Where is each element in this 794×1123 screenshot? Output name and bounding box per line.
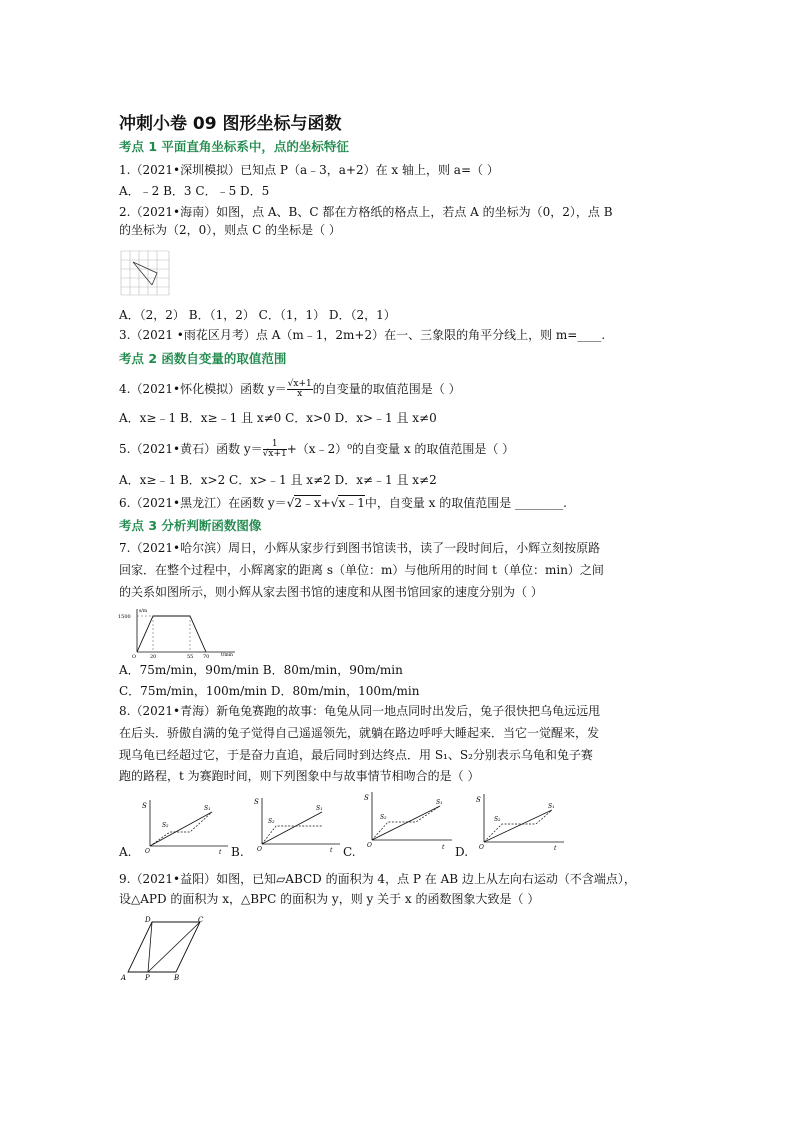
triangle-edge <box>133 262 152 285</box>
grid-lines <box>121 251 169 295</box>
tick-1500: 1500 <box>118 614 131 620</box>
section-heading-3: 考点 3 分析判断函数图像 <box>119 518 262 533</box>
point-d-label: D <box>145 916 151 924</box>
q7-distance-time-graph <box>117 606 239 660</box>
o-label: O <box>479 844 484 851</box>
t-label: t <box>442 844 445 851</box>
q5-suffix: +（x﹣2）⁰的自变量 x 的取值范围是（ ） <box>286 442 515 456</box>
s-label: S <box>476 796 481 804</box>
q2-options: A．（2，2） B．（1，2） C．（1，1） D．（2，1） <box>119 308 396 322</box>
s1-label: S₁ <box>436 799 443 806</box>
q9-line2: 设△APD 的面积为 x，△BPC 的面积为 y，则 y 关于 x 的函数图象大致是（ ） <box>119 892 540 906</box>
q5-fraction <box>263 440 287 459</box>
q7-line1: 7.（2021•哈尔滨）周日，小辉从家步行到图书馆读书，读了一段时间后，小辉立刻按原路 <box>119 541 601 555</box>
distance-line <box>137 616 206 652</box>
o-label: O <box>367 842 372 849</box>
point-c-label: C <box>198 916 204 924</box>
o-label: O <box>257 846 262 853</box>
q6-radicand-2: x﹣1 <box>338 496 365 510</box>
q6-radicand-1: 2﹣x <box>294 496 321 510</box>
t-label: t <box>330 847 333 854</box>
q1-options: A．﹣2 B．3 C．﹣5 D．5 <box>119 184 270 198</box>
q8-option-a-label: A. <box>119 845 132 859</box>
q7-options-line2: C．75m/min，100m/min D．80m/min，100m/min <box>119 684 420 698</box>
s2-label: S₂ <box>268 818 275 825</box>
point-p-label: P <box>145 974 150 982</box>
x-axis-label: t/min <box>221 653 233 658</box>
q5-stem <box>119 440 514 459</box>
q2-stem-line2: 的坐标为（2，0），则点 C 的坐标是（ ） <box>119 223 341 237</box>
q8-line4: 跑的路程，t 为赛跑时间，则下列图象中与故事情节相吻合的是（ ） <box>119 769 480 783</box>
s1-label: S₁ <box>548 803 555 810</box>
q4-suffix: 的自变量的取值范围是（ ） <box>312 382 461 396</box>
parallelogram <box>128 922 200 972</box>
s2-label: S₂ <box>494 816 501 823</box>
q6-stem: 6.（2021•黑龙江）在函数 y＝√2﹣x+√x﹣1中，自变量 x 的取值范围是 ________. <box>119 496 567 510</box>
q7-options-line1: A．75m/min，90m/min B．80m/min，90m/min <box>119 663 403 677</box>
q2-stem-line1: 2.（2021•海南）如图，点 A、B、C 都在方格纸的格点上，若点 A 的坐标为（0，2），点 B <box>119 205 613 219</box>
s1-line <box>262 812 322 844</box>
s2-line <box>262 826 322 844</box>
q4-numerator: √x+1 <box>287 379 312 389</box>
s1-label: S₁ <box>316 805 323 812</box>
q7-line2: 回家．在整个过程中，小辉离家的距离 s（单位：m）与他所用的时间 t（单位：min）之间 <box>119 563 604 577</box>
tick-20: 20 <box>150 654 157 660</box>
origin-label: O <box>132 654 137 660</box>
s-label: S <box>364 794 369 802</box>
q8-option-d-label: D. <box>455 845 469 859</box>
q5-denominator: √x+1 <box>262 449 287 459</box>
y-axis-label: s/m <box>139 609 148 614</box>
o-label: O <box>145 848 150 855</box>
segment-pc <box>148 922 200 972</box>
q5-options: A．x≥﹣1 B．x>2 C．x>﹣1 且 x≠2 D．x≠﹣1 且 x≠2 <box>119 473 437 487</box>
q4-denominator: x <box>297 389 303 399</box>
s2-label: S₂ <box>380 814 387 821</box>
q8-graph-c <box>364 788 456 852</box>
q6-suffix: 中，自变量 x 的取值范围是 ________. <box>364 496 567 510</box>
triangle-lines <box>133 262 157 285</box>
q8-option-c-label: C. <box>343 845 356 859</box>
s1-line <box>372 806 440 840</box>
q8-option-b-label: B. <box>231 845 244 859</box>
s1-line <box>150 812 212 846</box>
q3-stem: 3.（2021 •雨花区月考）点 A（m﹣1，2m+2）在一、三象限的角平分线上，则 m=____. <box>119 328 606 342</box>
t-label: t <box>554 845 557 852</box>
q8-graph-d <box>476 790 568 852</box>
q6-prefix: 6.（2021•黑龙江）在函数 y＝ <box>119 496 287 510</box>
q1-stem: 1.（2021•深圳模拟）已知点 P（a﹣3，a+2）在 x 轴上，则 a=（ ） <box>119 163 499 177</box>
q9-line1: 9.（2021•益阳）如图，已知▱ABCD 的面积为 4，点 P 在 AB 边上从左向右运动（不含端点）， <box>119 872 636 886</box>
s-label: S <box>254 798 259 806</box>
q5-numerator: 1 <box>263 440 287 450</box>
q9-parallelogram-figure <box>118 914 204 984</box>
q4-stem <box>119 380 461 399</box>
q8-line2: 在后头．骄傲自满的兔子觉得自己遥遥领先，就躺在路边呼呼大睡起来．当它一觉醒来，发 <box>119 726 600 740</box>
q8-graph-a <box>142 796 232 856</box>
section-heading-1: 考点 1 平面直角坐标系中，点的坐标特征 <box>119 139 349 154</box>
q7-line3: 的关系如图所示，则小辉从家去图书馆的速度和从图书馆回家的速度分别为（ ） <box>119 585 543 599</box>
tick-70: 70 <box>203 654 210 660</box>
q5-prefix: 5.（2021•黄石）函数 y＝ <box>119 442 263 456</box>
q4-fraction <box>287 380 313 399</box>
q4-prefix: 4.（2021•怀化模拟）函数 y＝ <box>119 382 287 396</box>
point-a-label: A <box>121 974 127 982</box>
s1-line <box>484 810 552 842</box>
q8-graph-b <box>254 792 344 854</box>
q6-plus: + <box>320 496 331 510</box>
q8-line3: 现乌龟已经超过它，于是奋力直追，最后同时到达终点．用 S₁、S₂分别表示乌龟和兔子赛 <box>119 748 593 762</box>
s-label: S <box>142 802 147 810</box>
section-heading-2: 考点 2 函数自变量的取值范围 <box>119 351 287 366</box>
t-label: t <box>219 849 222 856</box>
q4-options: A．x≥﹣1 B．x≥﹣1 且 x≠0 C．x>0 D．x>﹣1 且 x≠0 <box>119 411 437 425</box>
point-b-label: B <box>174 974 180 982</box>
s2-label: S₂ <box>162 822 169 829</box>
tick-55: 55 <box>187 654 194 660</box>
q2-grid-figure <box>119 249 171 297</box>
q8-line1: 8.（2021•青海）新龟兔赛跑的故事：龟兔从同一地点同时出发后，兔子很快把乌龟远远甩 <box>119 704 601 718</box>
page-title: 冲刺小卷 09 图形坐标与函数 <box>119 114 342 134</box>
s1-label: S₁ <box>204 805 211 812</box>
